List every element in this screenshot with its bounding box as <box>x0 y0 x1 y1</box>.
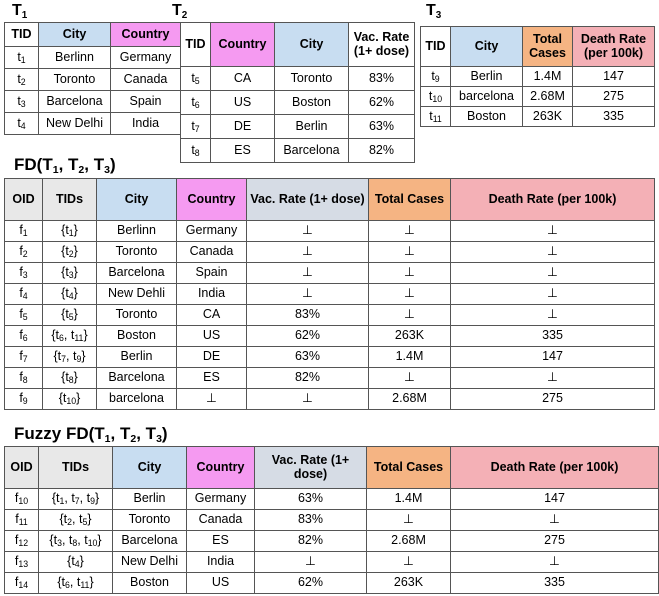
fuzzy-table-row <box>5 531 659 552</box>
fd-table-row <box>5 389 655 410</box>
fuzzy-cell: 263K <box>367 573 451 594</box>
fd-cell: $f_1$ <box>5 221 43 242</box>
t2-cell: Toronto <box>275 67 349 91</box>
fd-cell: US <box>177 326 247 347</box>
t1-cell: New Delhi <box>39 113 111 135</box>
fd-cell: $\{t_2\}$ <box>43 242 97 263</box>
t3-cell: $t_{11}$ <box>421 107 451 127</box>
fd-column-header: Total Cases <box>369 179 451 221</box>
fuzzy-cell: {$t_3$, $t_8$, $t_{10}$} <box>39 531 113 552</box>
fd-cell: 83% <box>247 305 369 326</box>
fuzzy-table-row <box>5 552 659 573</box>
fd-cell: 62% <box>247 326 369 347</box>
t2-table <box>180 22 415 163</box>
fuzzy-cell: 63% <box>255 489 367 510</box>
fuzzy-cell: 335 <box>451 573 659 594</box>
fd-cell: $f_8$ <box>5 368 43 389</box>
fd-cell: ⊥ <box>451 368 655 389</box>
t3-cell: barcelona <box>451 87 523 107</box>
t3-cell: 1.4M <box>523 67 573 87</box>
t1-cell: $t_3$ <box>5 91 39 113</box>
fd-cell: $f_3$ <box>5 263 43 284</box>
t1-column-header: TID <box>5 23 39 47</box>
fd-cell: Barcelona <box>97 263 177 284</box>
fd-cell: New Dehli <box>97 284 177 305</box>
t3-cell: 275 <box>573 87 655 107</box>
t3-header-row <box>421 27 655 67</box>
fd-cell: $\{t_8\}$ <box>43 368 97 389</box>
t2-cell: $t_5$ <box>181 67 211 91</box>
t1-column-header: Country <box>111 23 181 47</box>
fuzzy-fd-table <box>4 446 659 594</box>
t1-cell: Toronto <box>39 69 111 91</box>
t1-cell: Barcelona <box>39 91 111 113</box>
fd-cell: ⊥ <box>247 389 369 410</box>
fd-column-header: Death Rate (per 100k) <box>451 179 655 221</box>
t1-table-row <box>5 47 181 69</box>
t2-cell: DE <box>211 115 275 139</box>
t2-cell: CA <box>211 67 275 91</box>
fd-cell: {$t_7$, $t_9$} <box>43 347 97 368</box>
fuzzy-cell: $\{t_4\}$ <box>39 552 113 573</box>
fd-title: $FD(T_1$, $T_2$, $T_3$) <box>14 155 116 177</box>
t1-table-row <box>5 91 181 113</box>
fuzzy-fd-title: Fuzzy $FD(T_1$, $T_2$, $T_3$) <box>14 424 168 446</box>
fuzzy-cell: Canada <box>187 510 255 531</box>
fd-column-header: TIDs <box>43 179 97 221</box>
fd-cell: ⊥ <box>451 284 655 305</box>
fuzzy-column-header: OID <box>5 447 39 489</box>
fuzzy-table-row <box>5 510 659 531</box>
t2-cell: Boston <box>275 91 349 115</box>
fd-cell: ⊥ <box>451 221 655 242</box>
fd-cell: ⊥ <box>247 263 369 284</box>
fd-cell: Boston <box>97 326 177 347</box>
fd-cell: 147 <box>451 347 655 368</box>
fd-cell: Canada <box>177 242 247 263</box>
t3-cell: $t_9$ <box>421 67 451 87</box>
fd-cell: CA <box>177 305 247 326</box>
t3-cell: 335 <box>573 107 655 127</box>
fd-cell: ES <box>177 368 247 389</box>
fd-table-row <box>5 242 655 263</box>
fuzzy-cell: Toronto <box>113 510 187 531</box>
fd-column-header: Country <box>177 179 247 221</box>
fd-cell: $\{t_{10}\}$ <box>43 389 97 410</box>
fuzzy-column-header: Death Rate (per 100k) <box>451 447 659 489</box>
fuzzy-cell: 2.68M <box>367 531 451 552</box>
t1-cell: $t_2$ <box>5 69 39 91</box>
t3-column-header: TID <box>421 27 451 67</box>
fuzzy-cell: India <box>187 552 255 573</box>
t2-cell: 82% <box>349 139 415 163</box>
t2-header-row <box>181 23 415 67</box>
fuzzy-column-header: City <box>113 447 187 489</box>
fd-cell: Berlinn <box>97 221 177 242</box>
t3-table <box>420 26 655 127</box>
fuzzy-header-row <box>5 447 659 489</box>
t1-cell: $t_1$ <box>5 47 39 69</box>
fuzzy-cell: {$t_6$, $t_{11}$} <box>39 573 113 594</box>
t1-column-header: City <box>39 23 111 47</box>
t2-cell: $t_7$ <box>181 115 211 139</box>
fd-cell: ⊥ <box>369 368 451 389</box>
fd-cell: $\{t_3\}$ <box>43 263 97 284</box>
fd-table <box>4 178 655 410</box>
fd-cell: ⊥ <box>369 284 451 305</box>
fuzzy-cell: 1.4M <box>367 489 451 510</box>
fuzzy-cell: ES <box>187 531 255 552</box>
fd-cell: Germany <box>177 221 247 242</box>
fd-cell: Barcelona <box>97 368 177 389</box>
t3-title: $T_3$ <box>426 2 442 21</box>
t1-header-row <box>5 23 181 47</box>
fd-cell: ⊥ <box>451 263 655 284</box>
fd-cell: ⊥ <box>177 389 247 410</box>
t3-cell: 2.68M <box>523 87 573 107</box>
fuzzy-cell: Berlin <box>113 489 187 510</box>
fuzzy-cell: 275 <box>451 531 659 552</box>
t2-table-row <box>181 91 415 115</box>
t2-table-row <box>181 67 415 91</box>
fd-cell: $f_7$ <box>5 347 43 368</box>
t2-cell: 63% <box>349 115 415 139</box>
t2-table-row <box>181 139 415 163</box>
fd-cell: 275 <box>451 389 655 410</box>
t1-cell: Germany <box>111 47 181 69</box>
fuzzy-cell: $f_{10}$ <box>5 489 39 510</box>
t2-table-row <box>181 115 415 139</box>
fd-table-row <box>5 347 655 368</box>
fuzzy-cell: ⊥ <box>367 552 451 573</box>
fd-cell: ⊥ <box>369 305 451 326</box>
t3-cell: 147 <box>573 67 655 87</box>
t3-table-row <box>421 67 655 87</box>
t3-cell: 263K <box>523 107 573 127</box>
t3-cell: $t_{10}$ <box>421 87 451 107</box>
t3-column-header: City <box>451 27 523 67</box>
t3-cell: Berlin <box>451 67 523 87</box>
t2-cell: 83% <box>349 67 415 91</box>
fuzzy-cell: ⊥ <box>451 510 659 531</box>
t1-cell: Spain <box>111 91 181 113</box>
t3-cell: Boston <box>451 107 523 127</box>
fd-cell: 1.4M <box>369 347 451 368</box>
t2-column-header: Country <box>211 23 275 67</box>
fd-column-header: City <box>97 179 177 221</box>
fd-cell: $f_5$ <box>5 305 43 326</box>
t3-table-row <box>421 107 655 127</box>
fuzzy-column-header: TIDs <box>39 447 113 489</box>
fd-cell: 335 <box>451 326 655 347</box>
fuzzy-column-header: Country <box>187 447 255 489</box>
fd-cell: 63% <box>247 347 369 368</box>
fd-cell: ⊥ <box>247 284 369 305</box>
fd-cell: $\{t_5\}$ <box>43 305 97 326</box>
fuzzy-column-header: Vac. Rate (1+ dose) <box>255 447 367 489</box>
t1-table <box>4 22 181 135</box>
fd-cell: $f_2$ <box>5 242 43 263</box>
fuzzy-cell: 82% <box>255 531 367 552</box>
fd-cell: ⊥ <box>451 305 655 326</box>
t1-cell: $t_4$ <box>5 113 39 135</box>
fuzzy-cell: ⊥ <box>255 552 367 573</box>
fuzzy-cell: Germany <box>187 489 255 510</box>
fd-table-row <box>5 368 655 389</box>
fd-cell: ⊥ <box>247 221 369 242</box>
fd-table-row <box>5 263 655 284</box>
t1-cell: Berlinn <box>39 47 111 69</box>
fuzzy-cell: $f_{13}$ <box>5 552 39 573</box>
fd-header-row <box>5 179 655 221</box>
fd-cell: barcelona <box>97 389 177 410</box>
fd-cell: {$t_6$, $t_{11}$} <box>43 326 97 347</box>
t3-column-header: Death Rate (per 100k) <box>573 27 655 67</box>
fd-cell: Spain <box>177 263 247 284</box>
fd-cell: ⊥ <box>247 242 369 263</box>
fuzzy-cell: $f_{11}$ <box>5 510 39 531</box>
fuzzy-cell: 62% <box>255 573 367 594</box>
fd-table-row <box>5 284 655 305</box>
fd-cell: 2.68M <box>369 389 451 410</box>
t2-column-header: City <box>275 23 349 67</box>
fd-cell: Toronto <box>97 305 177 326</box>
fuzzy-cell: New Delhi <box>113 552 187 573</box>
t2-cell: Berlin <box>275 115 349 139</box>
t1-table-row <box>5 69 181 91</box>
t2-cell: Barcelona <box>275 139 349 163</box>
fuzzy-cell: {$t_2$, $t_5$} <box>39 510 113 531</box>
t2-cell: ES <box>211 139 275 163</box>
fd-table-row <box>5 221 655 242</box>
fd-cell: ⊥ <box>451 242 655 263</box>
t2-cell: $t_6$ <box>181 91 211 115</box>
fd-table-row <box>5 305 655 326</box>
t2-cell: US <box>211 91 275 115</box>
t3-column-header: Total Cases <box>523 27 573 67</box>
t1-cell: India <box>111 113 181 135</box>
fuzzy-table-row <box>5 489 659 510</box>
fd-cell: $f_6$ <box>5 326 43 347</box>
t1-table-row <box>5 113 181 135</box>
fuzzy-cell: Barcelona <box>113 531 187 552</box>
fuzzy-cell: US <box>187 573 255 594</box>
fd-cell: ⊥ <box>369 263 451 284</box>
t2-cell: $t_8$ <box>181 139 211 163</box>
fd-cell: $\{t_1\}$ <box>43 221 97 242</box>
t2-cell: 62% <box>349 91 415 115</box>
fd-cell: 82% <box>247 368 369 389</box>
fd-cell: 263K <box>369 326 451 347</box>
fuzzy-cell: $f_{12}$ <box>5 531 39 552</box>
fuzzy-column-header: Total Cases <box>367 447 451 489</box>
t1-cell: Canada <box>111 69 181 91</box>
t2-column-header: Vac. Rate (1+ dose) <box>349 23 415 67</box>
fd-table-row <box>5 326 655 347</box>
fuzzy-table-row <box>5 573 659 594</box>
fd-cell: $f_9$ <box>5 389 43 410</box>
fd-cell: ⊥ <box>369 221 451 242</box>
fuzzy-cell: {$t_1$, $t_7$, $t_9$} <box>39 489 113 510</box>
t2-column-header: TID <box>181 23 211 67</box>
fuzzy-cell: $f_{14}$ <box>5 573 39 594</box>
t1-title: $T_1$ <box>12 2 28 21</box>
fuzzy-cell: ⊥ <box>367 510 451 531</box>
fuzzy-cell: ⊥ <box>451 552 659 573</box>
fd-cell: Berlin <box>97 347 177 368</box>
fuzzy-cell: 147 <box>451 489 659 510</box>
fd-cell: India <box>177 284 247 305</box>
fuzzy-cell: 83% <box>255 510 367 531</box>
fd-cell: $f_4$ <box>5 284 43 305</box>
fd-column-header: OID <box>5 179 43 221</box>
fd-cell: Toronto <box>97 242 177 263</box>
t2-title: $T_2$ <box>172 2 188 21</box>
fuzzy-cell: Boston <box>113 573 187 594</box>
fd-cell: DE <box>177 347 247 368</box>
fd-cell: ⊥ <box>369 242 451 263</box>
fd-column-header: Vac. Rate (1+ dose) <box>247 179 369 221</box>
t3-table-row <box>421 87 655 107</box>
fd-cell: $\{t_4\}$ <box>43 284 97 305</box>
